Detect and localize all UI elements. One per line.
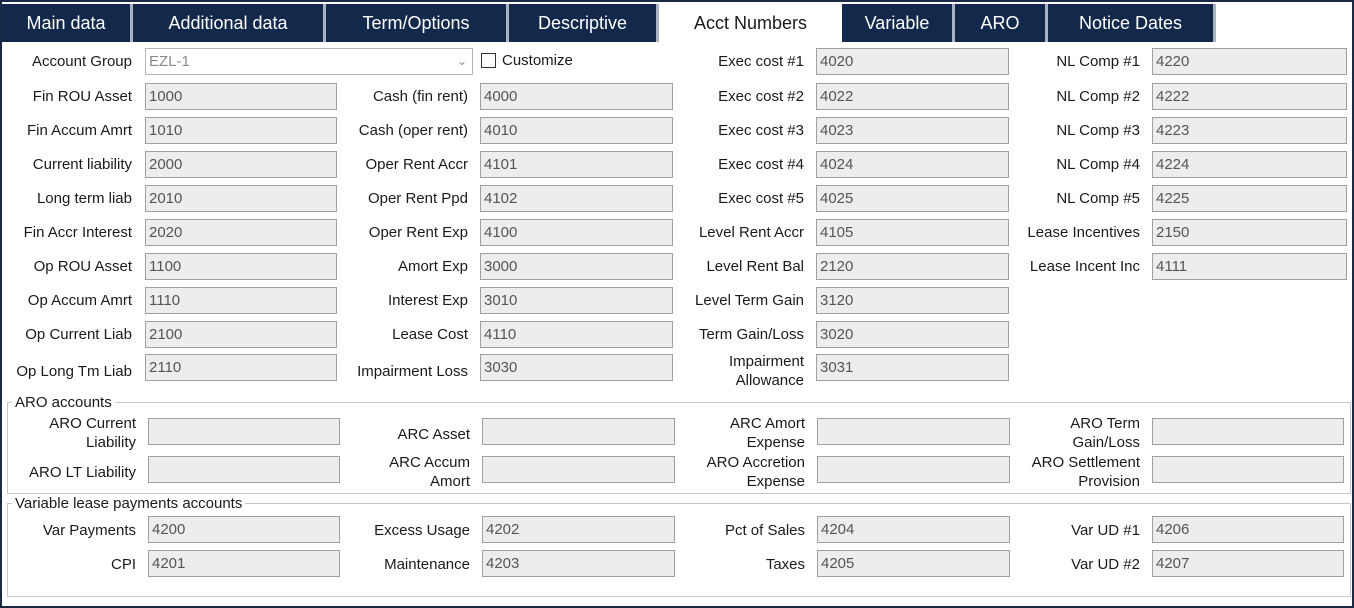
col3-field[interactable]: 4024 [816, 151, 1009, 178]
col4-label: NL Comp #3 [1056, 122, 1140, 139]
col2-field[interactable]: 4100 [480, 219, 673, 246]
col3-field[interactable]: 2120 [816, 253, 1009, 280]
col2-field[interactable]: 4010 [480, 117, 673, 144]
col1-label: Op Long Tm Liab [16, 363, 132, 380]
aro-accretion-expense-field[interactable] [817, 456, 1010, 483]
pct-of-sales-field[interactable]: 4204 [817, 516, 1010, 543]
variable-label: Taxes [765, 556, 805, 573]
arc-accum-amort-field[interactable] [482, 456, 675, 483]
col4-label: Lease Incentives [1027, 224, 1140, 241]
tab-aro[interactable]: ARO [955, 4, 1048, 42]
tab-notice-dates[interactable]: Notice Dates [1048, 4, 1216, 42]
col1-label: Fin Accr Interest [23, 224, 132, 241]
col3-field[interactable]: 4023 [816, 117, 1009, 144]
arc-amort-expense-field[interactable] [817, 418, 1010, 445]
col3-label: Level Rent Bal [706, 258, 804, 275]
aro-lt-liability-field[interactable] [148, 456, 340, 483]
col3-label: Exec cost #2 [718, 88, 804, 105]
variable-lease-title: Variable lease payments accounts [12, 495, 245, 513]
col1-field[interactable]: 2010 [145, 185, 337, 212]
col1-label: Fin Accum Amrt [26, 122, 132, 139]
col4-field[interactable]: 4111 [1152, 253, 1347, 280]
variable-label: Var Payments [42, 522, 136, 539]
col4-label: Lease Incent Inc [1029, 258, 1140, 275]
variable-label: Pct of Sales [724, 522, 805, 539]
col4-field[interactable]: 4224 [1152, 151, 1347, 178]
col4-label: NL Comp #5 [1056, 190, 1140, 207]
col4-field[interactable]: 4223 [1152, 117, 1347, 144]
account-group-label: Account Group [31, 53, 132, 70]
col1-label: Current liability [32, 156, 132, 173]
col3-field[interactable]: 4020 [816, 48, 1009, 75]
col1-label: Op Current Liab [25, 326, 132, 343]
col4-field[interactable]: 4220 [1152, 48, 1347, 75]
col3-field[interactable]: 3031 [816, 354, 1009, 381]
col1-field[interactable]: 2110 [145, 354, 337, 381]
col2-label: Impairment Loss [357, 363, 468, 380]
aro-label: ARO Current Liability [49, 415, 136, 451]
account-group-value: EZL-1 [149, 53, 190, 70]
var-ud-2-field[interactable]: 4207 [1152, 550, 1344, 577]
col3-label: Exec cost #5 [718, 190, 804, 207]
col2-field[interactable]: 4110 [480, 321, 673, 348]
tab-variable[interactable]: Variable [842, 4, 955, 42]
col4-label: NL Comp #1 [1056, 53, 1140, 70]
col2-field[interactable]: 3030 [480, 354, 673, 381]
chevron-down-icon: ⌄ [456, 54, 467, 68]
col1-field[interactable]: 1000 [145, 83, 337, 110]
col3-label: Level Rent Accr [698, 224, 804, 241]
variable-label: Excess Usage [374, 522, 470, 539]
col2-label: Oper Rent Exp [368, 224, 468, 241]
customize-checkbox[interactable] [481, 53, 496, 68]
col4-label: NL Comp #2 [1056, 88, 1140, 105]
aro-settlement-provision-field[interactable] [1152, 456, 1344, 483]
aro-label: ARO Accretion Expense [706, 454, 805, 490]
col1-field[interactable]: 1110 [145, 287, 337, 314]
col2-label: Oper Rent Ppd [367, 190, 468, 207]
tab-main-data[interactable]: Main data [2, 4, 133, 42]
col3-field[interactable]: 3020 [816, 321, 1009, 348]
variable-label: Maintenance [384, 556, 470, 573]
customize-label: Customize [502, 52, 573, 69]
account-group-select[interactable] [145, 48, 473, 75]
col2-field[interactable]: 4000 [480, 83, 673, 110]
col1-label: Op ROU Asset [33, 258, 132, 275]
col3-label: Exec cost #3 [718, 122, 804, 139]
col1-label: Op Accum Amrt [27, 292, 132, 309]
col3-label: Exec cost #1 [718, 53, 804, 70]
col2-label: Cash (oper rent) [358, 122, 468, 139]
col2-field[interactable]: 4102 [480, 185, 673, 212]
aro-label: ARC Amort Expense [729, 415, 805, 451]
var-payments-field[interactable]: 4200 [148, 516, 340, 543]
col3-field[interactable]: 3120 [816, 287, 1009, 314]
var-ud-1-field[interactable]: 4206 [1152, 516, 1344, 543]
aro-term-gain-loss-field[interactable] [1152, 418, 1344, 445]
col3-label: Term Gain/Loss [698, 326, 804, 343]
aro-label: ARO Term Gain/Loss [1070, 415, 1140, 451]
variable-label: CPI [110, 556, 136, 573]
variable-label: Var UD #1 [1071, 522, 1140, 539]
aro-label: ARC Asset [397, 426, 470, 443]
col1-field[interactable]: 2100 [145, 321, 337, 348]
col4-field[interactable]: 4222 [1152, 83, 1347, 110]
col2-label: Oper Rent Accr [365, 156, 468, 173]
col4-field[interactable]: 2150 [1152, 219, 1347, 246]
col3-field[interactable]: 4105 [816, 219, 1009, 246]
aro-label: ARC Accum Amort [389, 454, 470, 490]
col2-field[interactable]: 3000 [480, 253, 673, 280]
tab-bar [2, 2, 1352, 42]
col2-label: Lease Cost [392, 326, 468, 343]
aro-label: ARO Settlement Provision [1031, 454, 1140, 490]
col1-field[interactable]: 1100 [145, 253, 337, 280]
col3-field[interactable]: 4022 [816, 83, 1009, 110]
col1-field[interactable]: 2000 [145, 151, 337, 178]
excess-usage-field[interactable]: 4202 [482, 516, 675, 543]
col2-label: Amort Exp [397, 258, 468, 275]
col3-field[interactable]: 4025 [816, 185, 1009, 212]
tab-descriptive[interactable]: Descriptive [509, 4, 659, 42]
tab-acct-numbers[interactable]: Acct Numbers [659, 2, 842, 44]
col3-label: Level Term Gain [695, 292, 804, 309]
col1-label: Fin ROU Asset [32, 88, 132, 105]
tab-additional-data[interactable]: Additional data [133, 4, 326, 42]
maintenance-field[interactable]: 4203 [482, 550, 675, 577]
col2-label: Cash (fin rent) [372, 88, 468, 105]
col2-label: Interest Exp [387, 292, 468, 309]
aro-accounts-title: ARO accounts [12, 394, 115, 412]
col1-field[interactable]: 2020 [145, 219, 337, 246]
col2-field[interactable]: 3010 [480, 287, 673, 314]
arc-asset-field[interactable] [482, 418, 675, 445]
tab-term-options[interactable]: Term/Options [326, 4, 509, 42]
col4-label: NL Comp #4 [1056, 156, 1140, 173]
col3-label: Exec cost #4 [718, 156, 804, 173]
col3-label: Impairment Allowance [728, 353, 804, 389]
taxes-field[interactable]: 4205 [817, 550, 1010, 577]
aro-label: ARO LT Liability [29, 464, 136, 481]
col1-field[interactable]: 1010 [145, 117, 337, 144]
variable-label: Var UD #2 [1071, 556, 1140, 573]
col4-field[interactable]: 4225 [1152, 185, 1347, 212]
col1-label: Long term liab [36, 190, 132, 207]
aro-current-liability-field[interactable] [148, 418, 340, 445]
cpi-field[interactable]: 4201 [148, 550, 340, 577]
col2-field[interactable]: 4101 [480, 151, 673, 178]
